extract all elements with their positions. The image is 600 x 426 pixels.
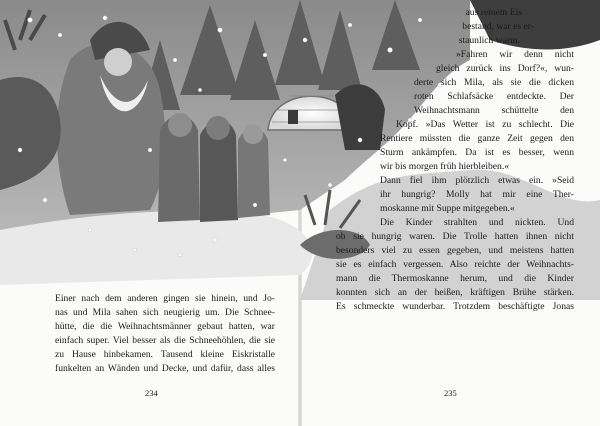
text-line: derte sich Mila, als sie die dicken: [414, 77, 574, 88]
text-line: bestand, war es er-: [462, 21, 534, 32]
text-line: Es schmeckte wunderbar. Trotzdem beschäftigte Jonas: [336, 301, 574, 312]
text-line: besonders viel zu essen gegeben, und meistens hatten: [336, 245, 574, 256]
text-line: zu Hause hinbekamen. Tausend kleine Eiskristalle: [55, 349, 275, 360]
text-line: ihr hungrig? Molly hat mir eine Ther-: [380, 189, 574, 200]
text-line: aus reinem Eis: [465, 7, 522, 18]
page-number-left: 234: [145, 388, 158, 398]
text-line: roten Schlafsäcke entdeckte. Der: [414, 91, 574, 102]
text-line: mann die Thermoskanne herum, und die Kinder: [336, 273, 574, 284]
text-line: sie es einfach vergessen. Also reichte der Weihnachts-: [336, 259, 574, 270]
text-line: einfach super. Viel besser als die Schneehöhlen, die sie: [55, 335, 275, 346]
text-line: nas und Mila sahen sich neugierig um. Die Schnee-: [55, 307, 275, 318]
text-line: gleich zurück ins Dorf?«, wun-: [436, 63, 574, 74]
text-line: Weihnachtsmann schüttelte den: [414, 105, 574, 116]
text-line: Kopf. »Das Wetter ist zu schlecht. Die: [396, 119, 574, 130]
text-line: ob sie hungrig waren. Die Trolle hatten ihnen nicht: [336, 231, 574, 242]
text-line: wir bis morgen früh hierbleiben.«: [380, 161, 510, 172]
text-line: moskanne mit Suppe mitgegeben.«: [380, 203, 515, 214]
text-line: Sturm ankämpfen. Da ist es besser, wenn: [380, 147, 574, 158]
text-line: »Fahren wir denn nicht: [456, 49, 574, 60]
right-page-text: [336, 6, 574, 314]
page-number-right: 235: [444, 388, 457, 398]
text-line: Rentiere müssten die ganze Zeit gegen den: [380, 133, 574, 144]
text-line: Einer nach dem anderen gingen sie hinein, und Jo-: [55, 293, 275, 304]
text-line: staunlich warm.: [458, 35, 520, 46]
text-line: Die Kinder strahlten und nickten. Und: [380, 217, 574, 228]
left-page-text: [55, 292, 275, 376]
text-line: hütte, die die Weihnachtsmänner gebaut hatten, war: [55, 321, 275, 332]
text-line: konnten sich an der heißen, kräftigen Brühe stärken.: [336, 287, 574, 298]
lantern: [288, 110, 298, 124]
text-line: Dann fiel ihm plötzlich etwas ein. »Seid: [380, 175, 574, 186]
text-line: funkelten an Wänden und Decke, und dafür, dass alles: [55, 363, 275, 374]
